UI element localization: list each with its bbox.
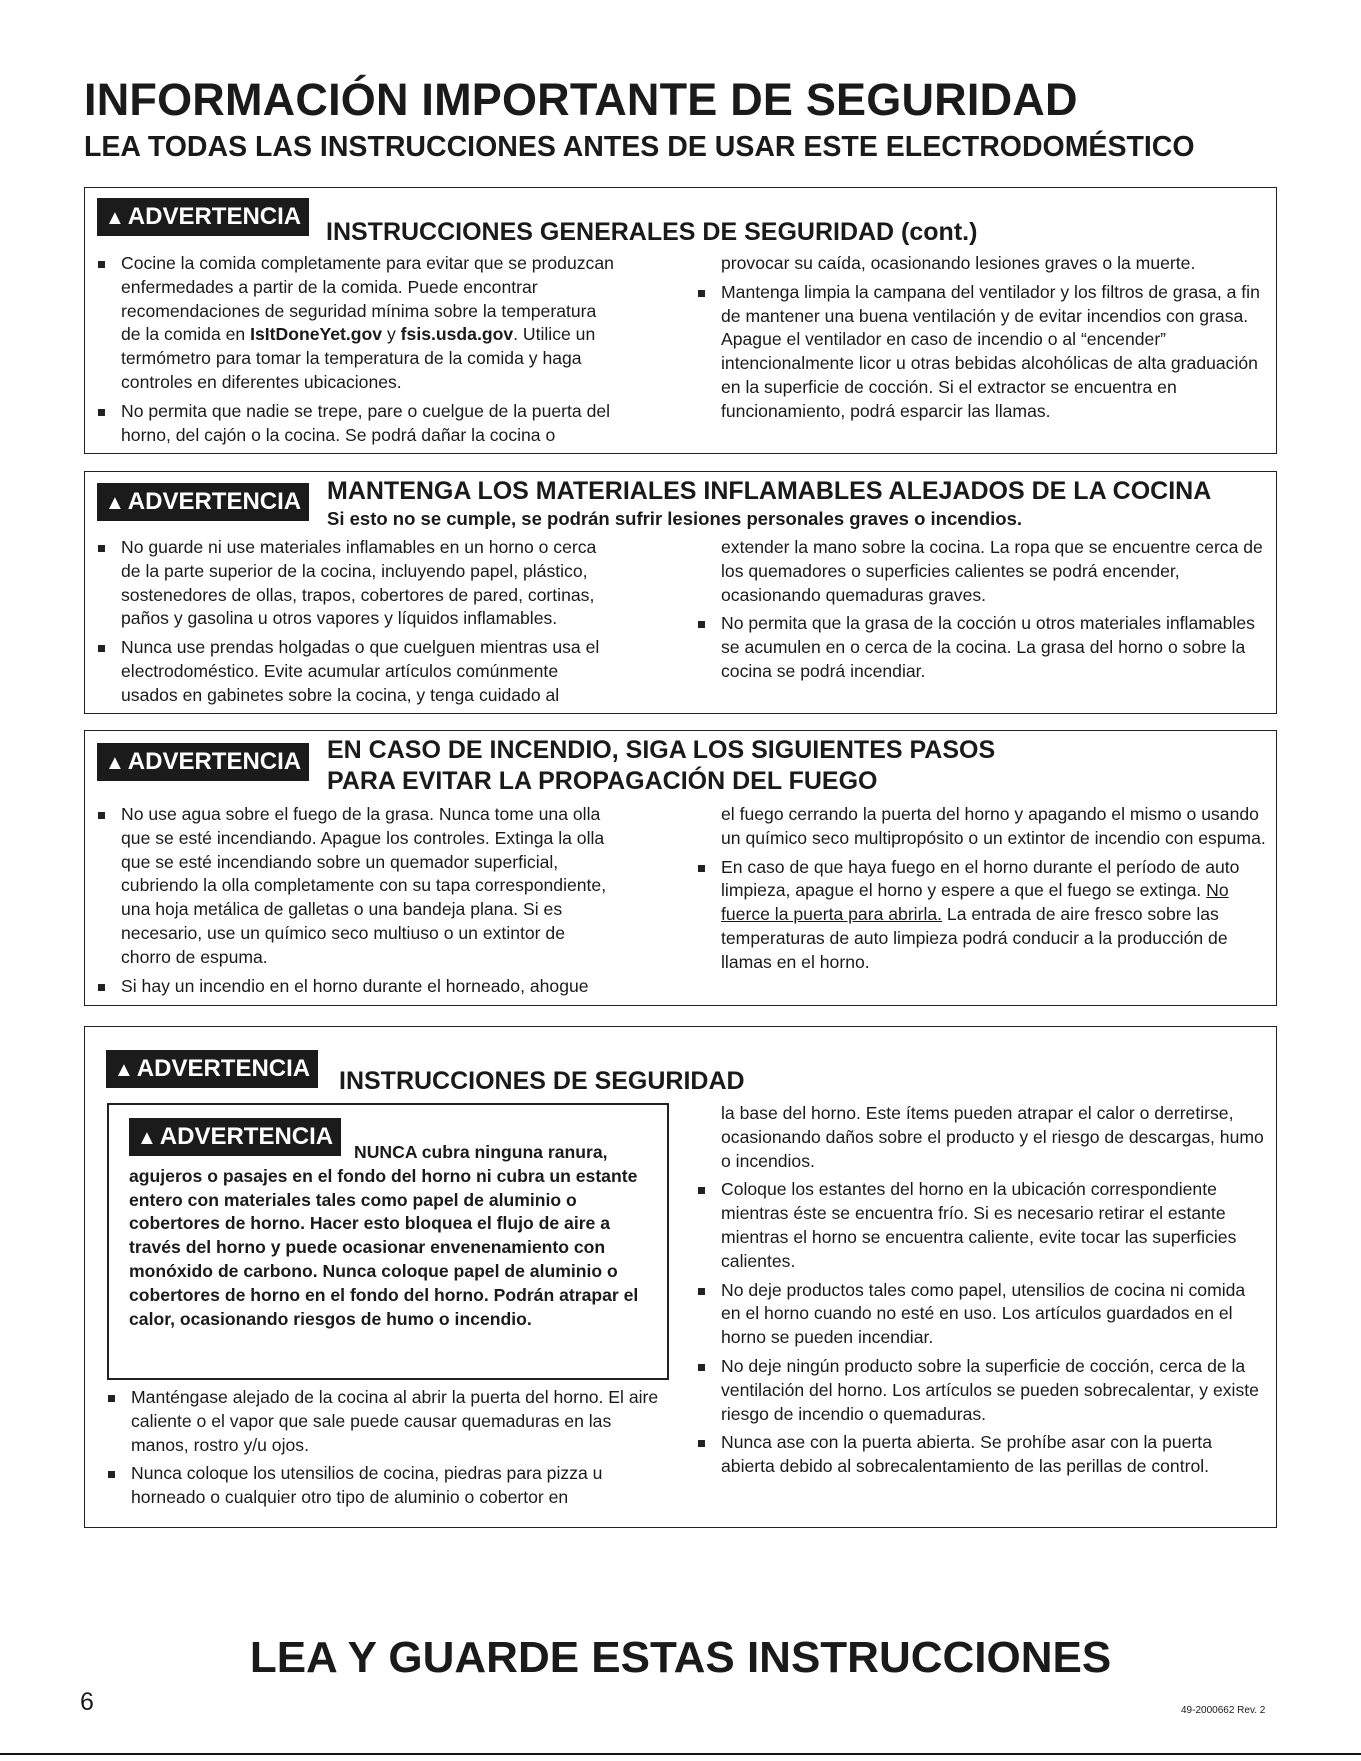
- list-item-continued: extender la mano sobre la cocina. La ropa que se encuentre cerca de los quemadores o superficies calientes se podrá encender, ocasionando quemaduras graves.: [721, 537, 1263, 605]
- list-item: Manténgase alejado de la cocina al abrir la puerta del horno. El aire caliente o el vapor que sale puede causar quemaduras en las manos, rostro y/u ojos.: [106, 1386, 661, 1457]
- warning-triangle-icon: ▲: [105, 207, 125, 229]
- warning-triangle-icon: ▲: [137, 1127, 157, 1149]
- link-isitdoneyet: IsItDoneYet.gov: [250, 324, 383, 345]
- bottom-rule: [0, 1753, 1361, 1755]
- list-item: Mantenga limpia la campana del ventilador y los filtros de grasa, a fin de mantener una buena ventilación y de evitar incendios con grasa. Apague el ventilador en caso de incendio o al “encender” intencionalmente licor u otras bebidas alcohólicas de alta graduación en la superficie de cocción. Si el extractor se encuentra en funcionamiento, podrá esparcir las llamas.: [696, 281, 1266, 424]
- list-item-continued: provocar su caída, ocasionando lesiones graves o la muerte.: [721, 253, 1196, 273]
- left-column: [96, 536, 616, 713]
- list-item: [696, 856, 1266, 975]
- text: . Utilice un termómetro para tomar la temperatura de la comida y haga controles en diferentes ubicaciones.: [121, 324, 596, 392]
- list-item-continued: la base del horno. Este ítems pueden atrapar el calor o derretirse, ocasionando daños sobre el producto y el riesgo de descargas, humo o incendios.: [721, 1103, 1264, 1171]
- warning-triangle-icon: ▲: [114, 1059, 134, 1081]
- warning-badge: [97, 743, 309, 781]
- list-item: No guarde ni use materiales inflamables en un horno o cerca de la parte superior de la cocina, incluyendo papel, plástico, sostenedores de ollas, trapos, cobertores de pared, cortinas, paños y gasolina u otros vapores y líquidos inflamables.: [96, 536, 616, 631]
- section-heading-line1: EN CASO DE INCENDIO, SIGA LOS SIGUIENTES PASOS: [327, 736, 996, 764]
- list-item: [96, 252, 616, 395]
- list-item: No permita que la grasa de la cocción u otros materiales inflamables se acumulen en o cerca de la cocina. La grasa del horno o sobre la cocina se podrá incendiar.: [696, 612, 1266, 683]
- page-subtitle: LEA TODAS LAS INSTRUCCIONES ANTES DE USAR ESTE ELECTRODOMÉSTICO: [84, 131, 1195, 163]
- document-number: 49-2000662 Rev. 2: [1181, 1705, 1266, 1716]
- inner-warning-box: [107, 1103, 669, 1380]
- left-column: [96, 803, 616, 1003]
- warning-box-flammables: [84, 471, 1277, 714]
- warning-badge-label: ADVERTENCIA: [159, 1123, 334, 1150]
- list-item: No deje ningún producto sobre la superficie de cocción, cerca de la ventilación del horno. Los artículos se pueden sobrecalentar, y existe riesgo de incendio o quemaduras.: [696, 1355, 1266, 1426]
- right-column: [696, 252, 1266, 429]
- section-heading: MANTENGA LOS MATERIALES INFLAMABLES ALEJADOS DE LA COCINA: [327, 477, 1212, 505]
- warning-triangle-icon: ▲: [105, 492, 125, 514]
- warning-badge: [97, 483, 309, 521]
- list-item: No deje productos tales como papel, utensilios de cocina ni comida en el horno cuando no esté en uso. Los artículos guardados en el horno se pueden incendiar.: [696, 1279, 1266, 1350]
- inner-warning-text: NUNCA cubra ninguna ranura, agujeros o pasajes en el fondo del horno ni cubra un estante entero con materiales tales como papel de aluminio o cobertores de horno. Hacer esto bloquea el flujo de aire a través del horno y puede ocasionar envenenamiento con monóxido de carbono. Nunca coloque papel de aluminio o cobertores de horno en el fondo del horno. Podrán atrapar el calor, ocasionando riesgos de humo o incendio.: [129, 1142, 639, 1329]
- section-heading: INSTRUCCIONES DE SEGURIDAD: [339, 1067, 745, 1095]
- list-item: Si hay un incendio en el horno durante el horneado, ahogue: [96, 975, 616, 999]
- list-item: Nunca ase con la puerta abierta. Se prohíbe asar con la puerta abierta debido al sobrecalentamiento de las perillas de control.: [696, 1431, 1266, 1479]
- section-subheading: Si esto no se cumple, se podrán sufrir lesiones personales graves o incendios.: [327, 508, 1023, 529]
- warning-badge-label: ADVERTENCIA: [136, 1055, 311, 1082]
- warning-triangle-icon: ▲: [105, 752, 125, 774]
- left-column: [96, 252, 616, 452]
- left-column: [106, 1386, 661, 1515]
- text: y: [382, 324, 401, 345]
- link-fsis: fsis.usda.gov: [400, 324, 514, 345]
- right-column: [696, 1102, 1266, 1484]
- list-item: Coloque los estantes del horno en la ubicación correspondiente mientras éste se encuentra frío. Si es necesario retirar el estante mientras el horno se encuentra caliente, evite tocar las superficies calientes.: [696, 1178, 1266, 1273]
- page-number: 6: [80, 1688, 94, 1716]
- text: Cocine la comida completamente para evitar que se produzcan enfermedades a partir de la comida. Puede encontrar recomendaciones de seguridad mínima sobre la temperatura de la comida en: [121, 253, 614, 345]
- list-item: No permita que nadie se trepe, pare o cuelgue de la puerta del horno, del cajón o la cocina. Se podrá dañar la cocina o: [96, 400, 616, 448]
- list-item: Nunca use prendas holgadas o que cuelguen mientras usa el electrodoméstico. Evite acumular artículos comúnmente usados en gabinetes sobre la cocina, y tenga cuidado al: [96, 636, 616, 707]
- text: En caso de que haya fuego en el horno durante el período de auto limpieza, apague el horno y espere a que el fuego se extinga.: [721, 856, 1240, 901]
- page-title: INFORMACIÓN IMPORTANTE DE SEGURIDAD: [84, 74, 1078, 125]
- list-item-continued: el fuego cerrando la puerta del horno y apagando el mismo o usando un químico seco multipropósito o un extintor de incendio con espuma.: [721, 804, 1266, 848]
- warning-box-fire: [84, 730, 1277, 1006]
- warning-badge-label: ADVERTENCIA: [127, 748, 302, 775]
- section-heading: INSTRUCCIONES GENERALES DE SEGURIDAD (cont.): [326, 218, 978, 246]
- right-column: [696, 536, 1266, 689]
- footer-title: LEA Y GUARDE ESTAS INSTRUCCIONES: [249, 1633, 1112, 1682]
- warning-badge-label: ADVERTENCIA: [127, 488, 302, 515]
- section-heading-line2: PARA EVITAR LA PROPAGACIÓN DEL FUEGO: [327, 767, 878, 795]
- underlined-warning: No fuerce la puerta para abrirla.: [721, 880, 1229, 925]
- warning-badge: [97, 198, 309, 236]
- right-column: [696, 803, 1266, 980]
- warning-box-safety-instructions: [84, 1026, 1277, 1528]
- warning-box-general-safety: [84, 187, 1277, 454]
- text: La entrada de aire fresco sobre las temperaturas de auto limpieza podrá conducir a la producción de llamas en el horno.: [721, 904, 1228, 972]
- list-item: Nunca coloque los utensilios de cocina, piedras para pizza u horneado o cualquier otro tipo de aluminio o cobertor en: [106, 1462, 661, 1510]
- warning-badge: [106, 1050, 318, 1088]
- warning-badge-label: ADVERTENCIA: [127, 203, 302, 230]
- list-item: No use agua sobre el fuego de la grasa. Nunca tome una olla que se esté incendiando. Apague los controles. Extinga la olla que se esté incendiando sobre un quemador superficial, cubriendo la olla completamente con su tapa correspondiente, una hoja metálica de galletas o una bandeja plana. Si es necesario, use un químico seco multiuso o un extintor de chorro de espuma.: [96, 803, 616, 970]
